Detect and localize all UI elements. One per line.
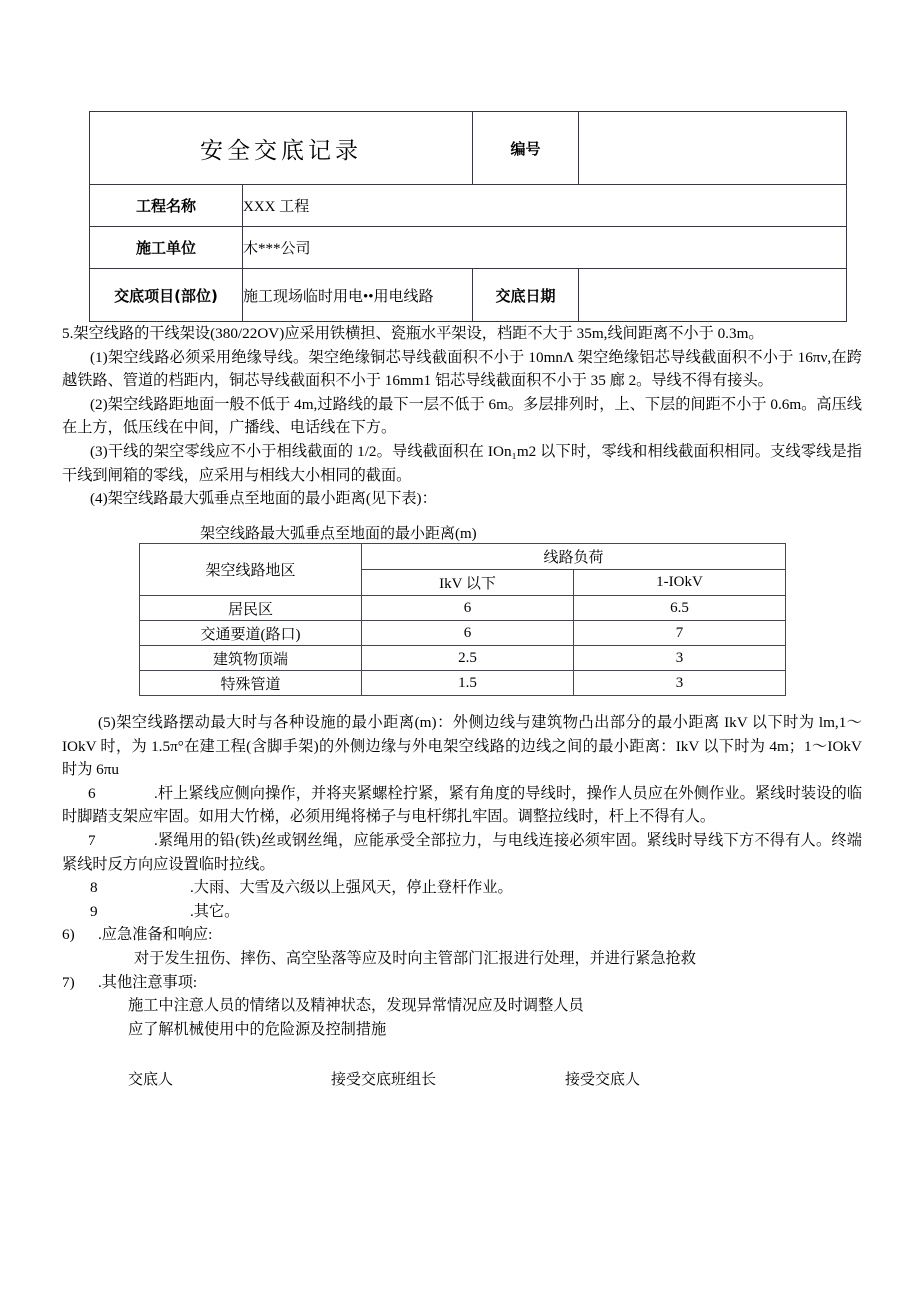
column-header-load: 线路负荷 — [362, 544, 786, 570]
paragraph-item-7-paren — [62, 971, 862, 995]
briefing-item-value[interactable]: 施工现场临时用电••用电线路 — [243, 269, 473, 322]
briefing-date-value[interactable] — [579, 269, 847, 322]
cell-below-1kv: 6 — [362, 621, 574, 646]
construction-unit-label: 施工单位 — [90, 227, 243, 269]
signature-receiver-label[interactable]: 接受交底人 — [565, 1070, 641, 1088]
column-header-1-10kv: 1-IOkV — [574, 570, 786, 596]
table-row-construction-unit — [90, 227, 847, 269]
item-7p-text: .其他注意事项: — [98, 973, 198, 991]
cell-region: 特殊管道 — [140, 671, 362, 696]
table-row — [140, 646, 786, 671]
item-8-text: .大雨、大雪及六级以上强风天，停止登杆作业。 — [190, 879, 513, 897]
table-row — [140, 596, 786, 621]
paragraph-item-4: (4)架空线路最大弧垂点至地面的最小距离(见下表)： — [90, 490, 437, 508]
paragraph-item-7 — [62, 829, 862, 876]
paragraph-item-7-detail-1: 施工中注意人员的情绪以及精神状态，发现异常情况应及时调整人员 — [128, 997, 584, 1015]
header-title-row — [90, 112, 847, 185]
data-table-caption: 架空线路最大弧垂点至地面的最小距离(m) — [200, 526, 477, 542]
paragraph-item-2: (2)架空线路距地面一般不低于 4m,过路线的最下一层不低于 6m。多层排列时，上、下层的间距不小于 0.6m。高压线在上方，低压线在中间，广播线、电话线在下方。 — [62, 395, 862, 437]
signature-presenter-label[interactable]: 交底人 — [128, 1070, 174, 1088]
item-7-text: .紧绳用的铅(铁)丝或钢丝绳，应能承受全部拉力，与电线连接必须牢固。紧线时导线下方不得有人。终端紧线时反方向应设置临时拉线。 — [62, 831, 862, 873]
body-text-upper — [62, 322, 862, 511]
item-9-text: .其它。 — [190, 902, 240, 920]
cell-region: 交通要道(路口) — [140, 621, 362, 646]
document-title: 安全交底记录 — [90, 112, 473, 185]
paragraph-item-3: (3)干线的架空零线应不小于相线截面的 1/2。导线截面积在 IOn₁m2 以下时，零线和相线截面积相同。支线零线是指干线到闸箱的零线，应采用与相线大小相同的截面。 — [62, 442, 862, 484]
cell-region: 建筑物顶端 — [140, 646, 362, 671]
item-6-number: 6 — [88, 784, 96, 802]
paragraph-item-9 — [62, 900, 862, 924]
item-7-number: 7 — [88, 831, 96, 849]
number-label: 编号 — [473, 112, 579, 185]
safety-briefing-header-form — [89, 111, 847, 322]
signature-team-leader-label[interactable]: 接受交底班组长 — [331, 1070, 437, 1088]
paragraph-item-6-paren — [62, 923, 862, 947]
minimum-clearance-table — [139, 543, 786, 696]
project-name-value[interactable]: XXX 工程 — [243, 185, 847, 227]
paragraph-item-7-detail-2: 应了解机械使用中的危险源及控制措施 — [128, 1020, 387, 1038]
item-7p-number: 7) — [62, 973, 75, 991]
column-header-below-1kv: IkV 以下 — [362, 570, 574, 596]
construction-unit-value[interactable]: 木***公司 — [243, 227, 847, 269]
project-name-label: 工程名称 — [90, 185, 243, 227]
paragraph-item-6-detail: 对于发生扭伤、摔伤、高空坠落等应及时向主管部门汇报进行处理，并进行紧急抢救 — [134, 949, 696, 967]
table-row — [140, 621, 786, 646]
table-row-project-name — [90, 185, 847, 227]
table-row — [140, 671, 786, 696]
item-9-number: 9 — [90, 902, 98, 920]
item-6-text: .杆上紧线应侧向操作，并将夹紧螺栓拧紧，紧有角度的导线时，操作人员应在外侧作业。紧线时装设的临时脚踏支架应牢固。如用大竹梯，必须用绳将梯子与电杆绑扎牢固。调整拉线时，杆上不得有人。 — [62, 784, 862, 826]
cell-below-1kv: 1.5 — [362, 671, 574, 696]
number-value[interactable] — [579, 112, 847, 185]
body-text-lower — [62, 711, 862, 1041]
cell-1-10kv: 3 — [574, 646, 786, 671]
cell-1-10kv: 7 — [574, 621, 786, 646]
paragraph-item-6 — [62, 782, 862, 829]
cell-1-10kv: 3 — [574, 671, 786, 696]
briefing-item-label: 交底项目(部位) — [90, 269, 243, 322]
paragraph-item-1: (1)架空线路必须采用绝缘导线。架空绝缘铜芯导线截面积不小于 10mnΛ 架空绝缘铝芯导线截面积不小于 16πν,在跨越铁路、管道的档距内，铜芯导线截面积不小于 16mm1 铝芯导线截面积不小于 35 廊 2。导线不得有接头。 — [62, 348, 862, 390]
cell-below-1kv: 2.5 — [362, 646, 574, 671]
briefing-date-label: 交底日期 — [473, 269, 579, 322]
cell-below-1kv: 6 — [362, 596, 574, 621]
item-8-number: 8 — [90, 879, 98, 897]
column-header-region: 架空线路地区 — [140, 544, 362, 596]
item-6p-number: 6) — [62, 926, 75, 944]
cell-region: 居民区 — [140, 596, 362, 621]
paragraph-item-5: (5)架空线路摆动最大时与各种设施的最小距离(m)：外侧边线与建筑物凸出部分的最小距离 IkV 以下时为 lm,1～IOkV 时，为 1.5π°在建工程(含脚手架)的外侧边缘与外电架空线路的边线之间的最小距离：IkV 以下时为 4m；1～IOkV 时为 6πu — [62, 714, 862, 779]
table-row-briefing-item — [90, 269, 847, 322]
paragraph-item-8 — [62, 876, 862, 900]
paragraph-section-5: 5.架空线路的干线架设(380/22OV)应采用铁横担、瓷瓶水平架设，档距不大于 35m,线间距离不小于 0.3m。 — [62, 325, 764, 342]
cell-1-10kv: 6.5 — [574, 596, 786, 621]
item-6p-text: .应急准备和响应: — [98, 926, 213, 944]
data-table-header-row-1 — [140, 544, 786, 570]
